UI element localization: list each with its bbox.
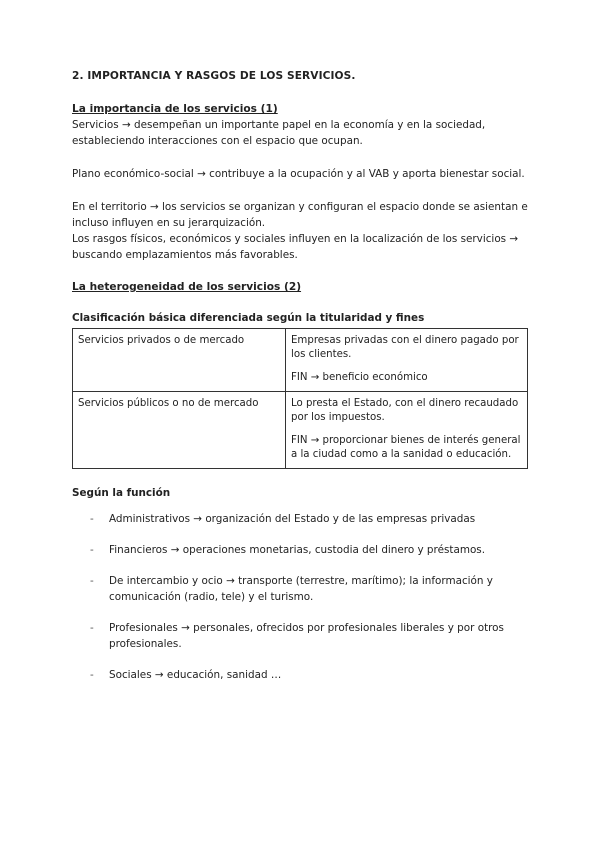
classification-table xyxy=(72,328,528,469)
paragraph-services: Servicios → desempeñan un importante papel en la economía y en la sociedad, estableciendo interacciones con el espacio que ocupan. xyxy=(72,119,486,147)
list-item-text: De intercambio y ocio → transporte (terrestre, marítimo); la información y comunicación (radio, tele) y el turismo. xyxy=(109,575,493,603)
bullet-dash: - xyxy=(90,622,94,634)
cell-desc-text: Lo presta el Estado, con el dinero recaudado por los impuestos. xyxy=(291,398,519,423)
table-row xyxy=(73,392,528,469)
list-item-text: Administrativos → organización del Estado y de las empresas privadas xyxy=(109,513,476,525)
list-item xyxy=(72,667,528,683)
section-title-function: Según la función xyxy=(72,487,171,499)
table-cell-type: Servicios privados o de mercado xyxy=(73,329,286,392)
table-cell-description xyxy=(286,392,528,469)
bullet-dash: - xyxy=(90,669,94,681)
section-title-importance: La importancia de los servicios (1) xyxy=(72,103,278,115)
list-item-text: Financieros → operaciones monetarias, custodia del dinero y préstamos. xyxy=(109,544,486,556)
cell-fin-text: FIN → proporcionar bienes de interés general a la ciudad como a la sanidad o educación. xyxy=(291,435,521,460)
list-item xyxy=(72,573,528,605)
paragraph-economic-plane: Plano económico-social → contribuye a la ocupación y al VAB y aporta bienestar social. xyxy=(72,168,525,180)
bullet-dash: - xyxy=(90,513,94,525)
table-title: Clasificación básica diferenciada según la titularidad y fines xyxy=(72,312,425,324)
cell-fin-text: FIN → beneficio económico xyxy=(291,372,428,383)
list-item xyxy=(72,620,528,652)
paragraph-location-factors: Los rasgos físicos, económicos y sociales influyen en la localización de los servicios → buscando emplazamientos más favorables. xyxy=(72,233,519,261)
list-item-text: Profesionales → personales, ofrecidos por profesionales liberales y por otros profesionales. xyxy=(109,622,504,650)
bullet-dash: - xyxy=(90,544,94,556)
list-item xyxy=(72,511,528,527)
cell-desc-text: Empresas privadas con el dinero pagado por los clientes. xyxy=(291,335,519,360)
table-cell-description xyxy=(286,329,528,392)
document-heading: 2. IMPORTANCIA Y RASGOS DE LOS SERVICIOS. xyxy=(72,70,356,82)
bullet-dash: - xyxy=(90,575,94,587)
table-cell-type: Servicios públicos o no de mercado xyxy=(73,392,286,469)
table-row xyxy=(73,329,528,392)
list-item-text: Sociales → educación, sanidad … xyxy=(109,669,282,681)
paragraph-territory: En el territorio → los servicios se organizan y configuran el espacio donde se asientan e incluso influyen en su jerarquización. xyxy=(72,201,528,229)
document-page xyxy=(72,70,528,698)
function-list xyxy=(72,511,528,683)
list-item xyxy=(72,542,528,558)
section-title-heterogeneity: La heterogeneidad de los servicios (2) xyxy=(72,281,302,293)
